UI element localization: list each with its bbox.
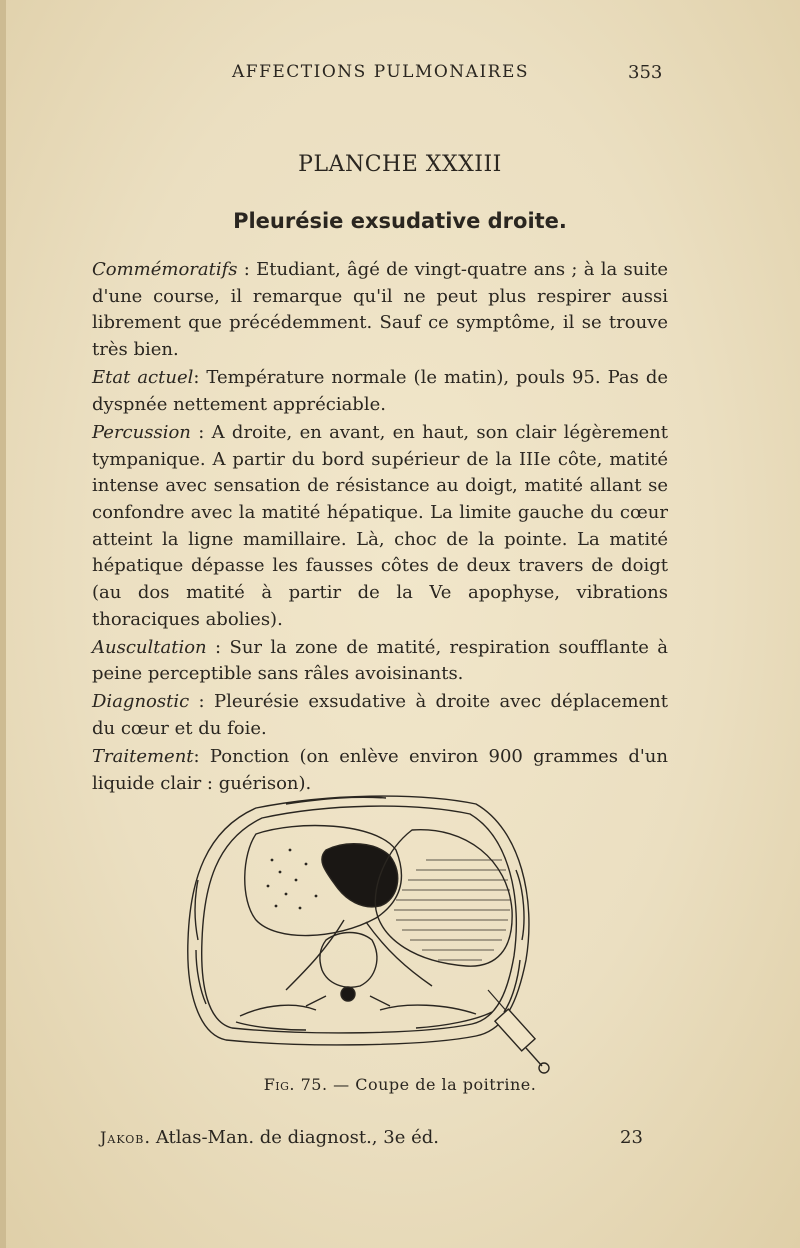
paragraph-lead: Traitement <box>92 746 194 768</box>
paragraph-text: Ponction (on enlève environ 900 grammes d'un liquide clair : guérison). <box>92 746 668 794</box>
paragraph-text: Pleurésie exsudative à droite avec déplacement du cœur et du foie. <box>92 691 668 740</box>
page-footer <box>0 1127 800 1157</box>
rib-left-1 <box>195 880 198 940</box>
paragraph-lead: Commémoratifs <box>92 259 238 280</box>
page-edge <box>0 0 6 1248</box>
page-header <box>0 62 800 92</box>
plate-title: PLANCHE XXXIII <box>298 152 502 177</box>
paragraph-etat-actuel: Etat actuel: Température normale (le matin), pouls 95. Pas de dyspnée nettement appréciable. <box>92 367 669 415</box>
caption-label: Fig. 75. <box>263 1075 328 1094</box>
paragraph-text: Sur la zone de matité, respiration soufflante à peine perceptible sans râles avoisinants. <box>92 636 668 685</box>
page-number: 353 <box>628 62 663 83</box>
chest-cross-section-illustration <box>176 790 556 1080</box>
rib-bottom-right <box>416 1012 492 1028</box>
paragraph-lead: Auscultation <box>92 636 207 658</box>
rib-right-1 <box>516 870 524 940</box>
back-muscle-left <box>240 1005 316 1016</box>
paragraph-percussion: Percussion : A droite, en avant, en haut, son clair légèrement tympanique. A partir du bord supérieur de la IIIe côte, matité intense avec sensation de résistance au doigt, matité allant se confondre avec la matité hépatique. La limite gauche du cœur atteint la ligne mamillaire. Là, choc de la pointe. La matité hépatique dépasse les fausses côtes de deux travers de doigt (au dos matité à partir de la Ve apophyse, vibrations thoraciques abolies). <box>92 421 668 630</box>
effusion-hatching <box>394 860 510 960</box>
spinal-canal <box>341 987 355 1001</box>
paragraph-lead: Etat actuel <box>92 367 194 389</box>
paragraph-diagnostic: Diagnostic : Pleurésie exsudative à droite avec déplacement du cœur et du foie. <box>92 691 668 740</box>
puncture-needle <box>488 990 549 1073</box>
mediastinum-right <box>366 922 432 986</box>
paragraph-lead: Diagnostic <box>92 691 190 713</box>
rib-left-2 <box>196 950 206 1004</box>
caption-text: — Coupe de la poitrine. <box>327 1075 537 1094</box>
figure-caption <box>0 1075 800 1094</box>
paragraph-text: Etudiant, âgé de vingt-quatre ans ; à la suite d'une course, il remarque qu'il ne peut plus respirer aussi librement que précédemment. Sauf ce symptôme, il se trouve très bien. <box>92 259 668 361</box>
thorax-inner-outline <box>202 806 517 1033</box>
paragraph-auscultation: Auscultation : Sur la zone de matité, respiration soufflante à peine perceptible sans râles avoisinants. <box>92 636 668 685</box>
signature-mark: 23 <box>620 1127 643 1148</box>
paragraph-text: Température normale (le matin), pouls 95. Pas de dyspnée nettement appréciable. <box>92 367 669 415</box>
paragraph-commemoratifs: Commémoratifs : Etudiant, âgé de vingt-quatre ans ; à la suite d'une course, il remarque qu'il ne peut plus respirer aussi librement que précédemment. Sauf ce symptôme, il se trouve très bien. <box>92 259 668 361</box>
paragraph-text: A droite, en avant, en haut, son clair légèrement tympanique. A partir du bord supérieur de la IIIe côte, matité intense avec sensation de résistance au doigt, matité allant se confondre avec la matité hépatique. La limite gauche du cœur atteint la ligne mamillaire. Là, choc de la pointe. La matité hépatique dépasse les fausses côtes de deux travers de doigt (au dos matité à partir de la Ve apophyse, vibrations thoraciques abolies). <box>92 421 668 630</box>
lung-texture <box>267 849 318 910</box>
back-muscle-right <box>380 1005 476 1014</box>
chest-cross-section-figure <box>176 790 556 1080</box>
footer-reference <box>100 1127 439 1148</box>
heart-shape <box>322 844 398 907</box>
footer-reference-text: . Atlas-Man. de diagnost., 3e éd. <box>144 1127 439 1148</box>
paragraph-lead: Percussion <box>92 421 191 443</box>
body-text <box>92 257 668 799</box>
vertebra <box>320 933 377 988</box>
mediastinum-left <box>286 920 344 990</box>
paragraph-traitement: Traitement: Ponction (on enlève environ 900 grammes d'un liquide clair : guérison). <box>92 746 668 794</box>
footer-author: Jakob <box>100 1128 145 1147</box>
section-title: Pleurésie exsudative droite. <box>233 209 567 233</box>
running-title: AFFECTIONS PULMONAIRES <box>232 62 530 82</box>
